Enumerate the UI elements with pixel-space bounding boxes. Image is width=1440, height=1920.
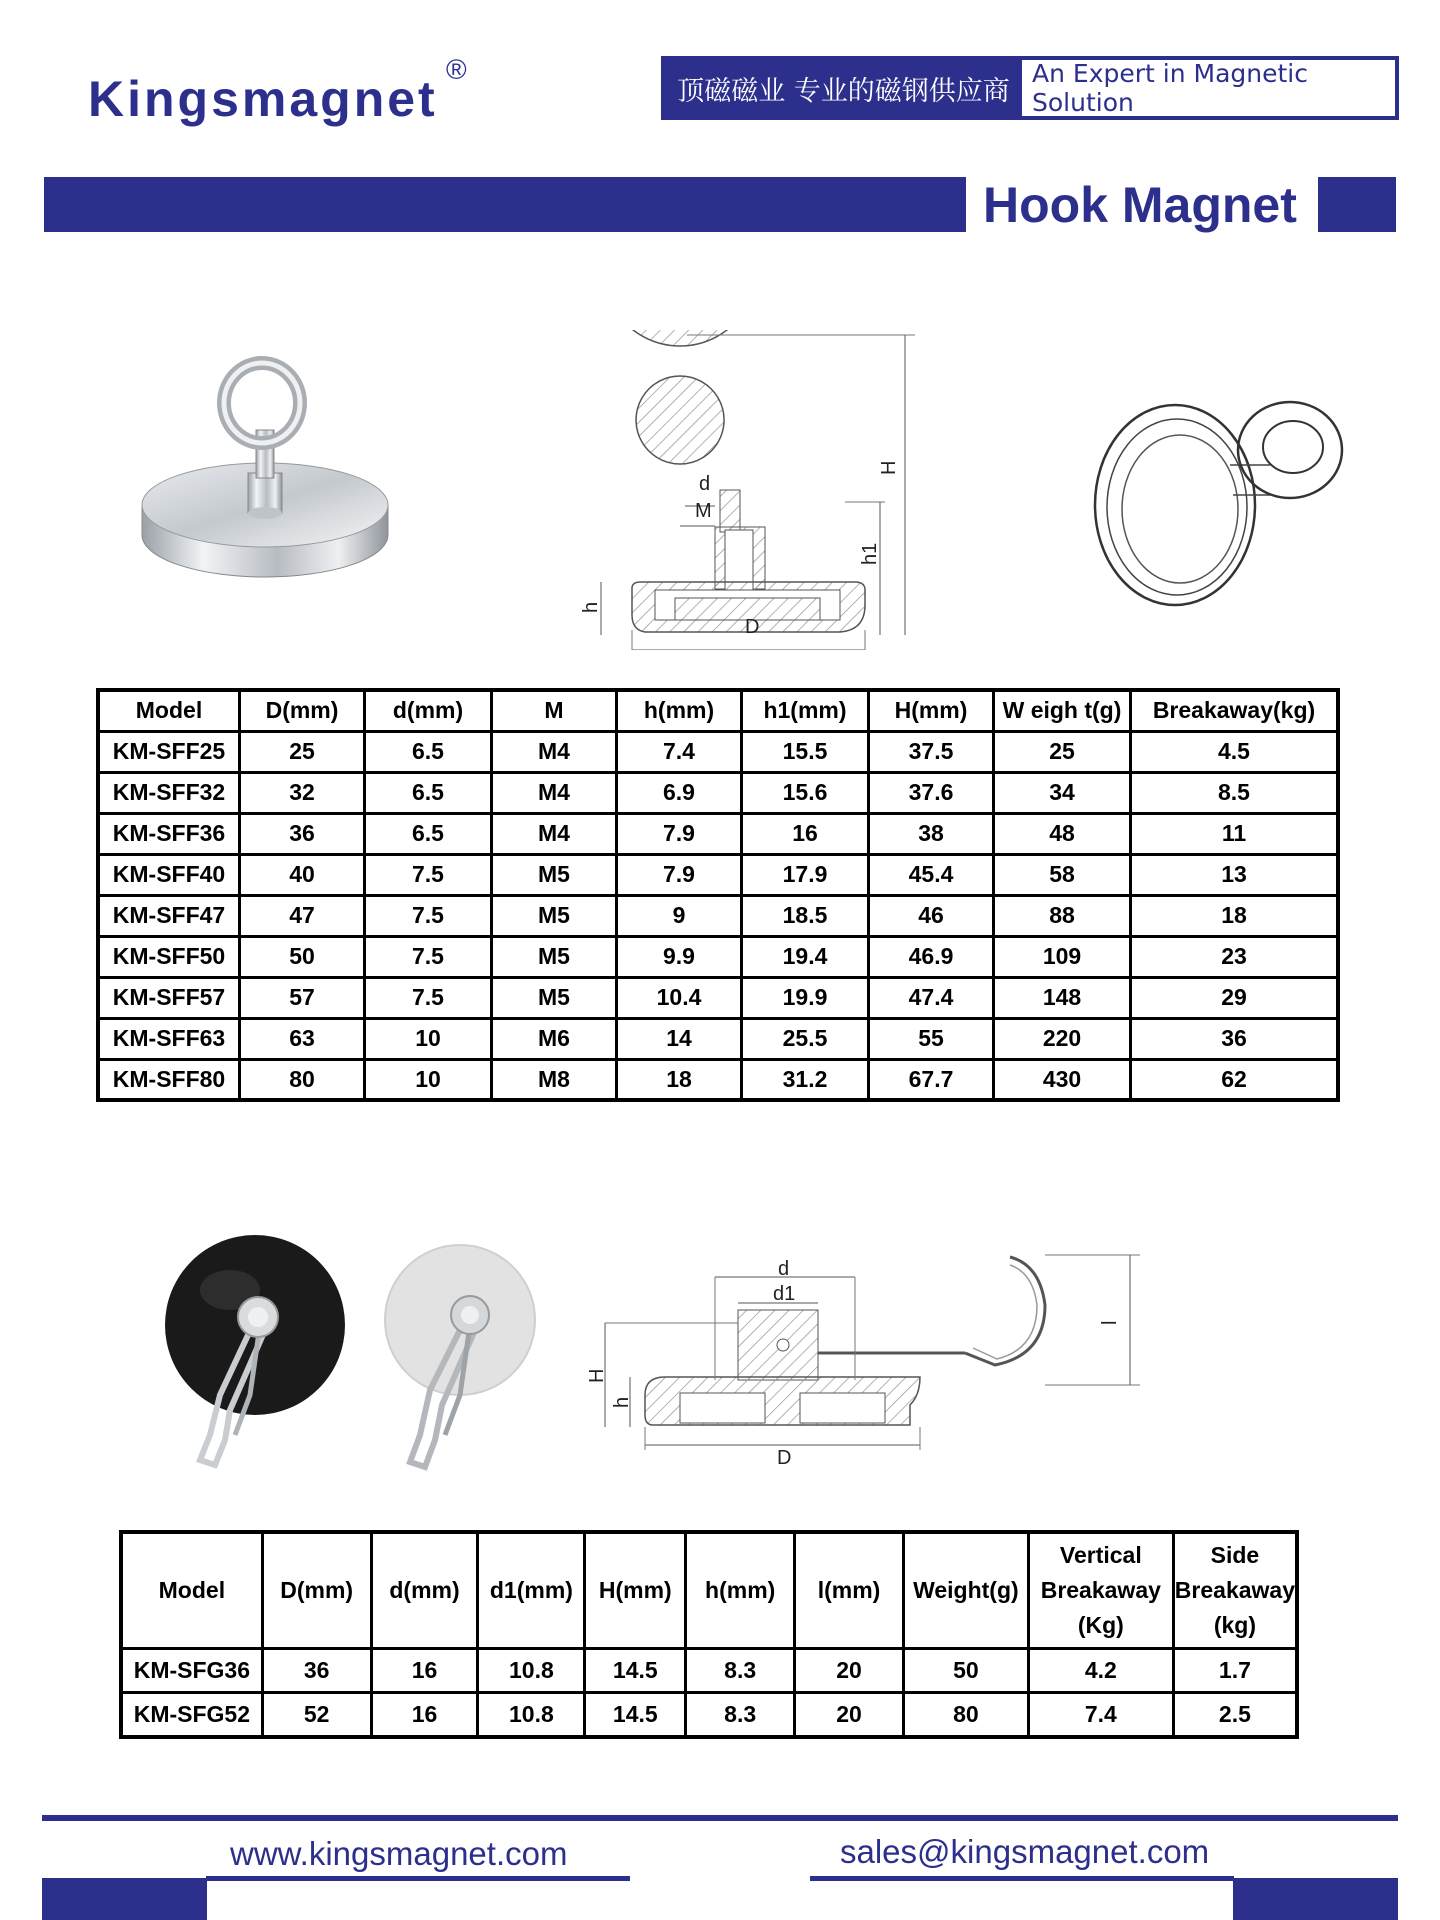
footer-block-left [42, 1878, 207, 1920]
table-cell: M6 [492, 1018, 617, 1059]
tagline-box [661, 56, 1399, 120]
table-cell: M5 [492, 895, 617, 936]
dim-label-D: D [745, 616, 760, 638]
table-cell: 6.9 [617, 772, 742, 813]
table-cell: 36 [1131, 1018, 1339, 1059]
table-cell: 23 [1131, 936, 1339, 977]
brand-logo: Kingsmagnet [88, 71, 438, 127]
table-cell: 45.4 [869, 854, 994, 895]
table-cell: 47 [240, 895, 365, 936]
table-row [98, 895, 1338, 936]
email-underline [810, 1876, 1234, 1881]
email-link[interactable]: sales@kingsmagnet.com [840, 1833, 1210, 1870]
table-cell: KM-SFF57 [98, 977, 240, 1018]
col-header-D: D(mm) [262, 1532, 371, 1649]
table-cell: 4.5 [1131, 731, 1339, 772]
table-cell: KM-SFF50 [98, 936, 240, 977]
table-cell: M8 [492, 1059, 617, 1100]
table-cell: 7.5 [365, 936, 492, 977]
col-header-H: H(mm) [869, 690, 994, 731]
table-cell: 38 [869, 813, 994, 854]
table-row [98, 772, 1338, 813]
table-row [121, 1649, 1297, 1693]
table-cell: 20 [795, 1649, 904, 1693]
table-cell: 29 [1131, 977, 1339, 1018]
table-row [98, 936, 1338, 977]
table-row [98, 813, 1338, 854]
col-header-l: l(mm) [795, 1532, 904, 1649]
white-swivel-hook-photo [370, 1240, 550, 1475]
col-header-d1: d1(mm) [478, 1532, 585, 1649]
table-cell: 4.2 [1028, 1649, 1173, 1693]
black-swivel-hook-photo [160, 1235, 355, 1475]
table-row [121, 1693, 1297, 1738]
table-cell: 67.7 [869, 1059, 994, 1100]
table-cell: 8.3 [686, 1649, 795, 1693]
website-underline [206, 1876, 630, 1881]
table-cell: 52 [262, 1693, 371, 1738]
col-header-weight: Weight(g) [903, 1532, 1028, 1649]
table-cell: 14 [617, 1018, 742, 1059]
dim-label-h: h [611, 1396, 633, 1408]
table-cell: M4 [492, 772, 617, 813]
footer-block-right [1233, 1878, 1398, 1920]
table-cell: 220 [994, 1018, 1131, 1059]
col-header-h: h(mm) [617, 690, 742, 731]
table-cell: 36 [240, 813, 365, 854]
col-header-breakaway: Breakaway(kg) [1131, 690, 1339, 731]
table-cell: KM-SFF36 [98, 813, 240, 854]
dim-label-d: d [699, 473, 711, 495]
table-cell: 18 [1131, 895, 1339, 936]
table-cell: 10.4 [617, 977, 742, 1018]
col-header-model: Model [98, 690, 240, 731]
table-cell: 16 [371, 1693, 478, 1738]
table-cell: KM-SFF25 [98, 731, 240, 772]
table-cell: 25.5 [742, 1018, 869, 1059]
table-cell: 7.9 [617, 854, 742, 895]
table-cell: 430 [994, 1059, 1131, 1100]
table-cell: M5 [492, 936, 617, 977]
table-cell: 17.9 [742, 854, 869, 895]
table-cell: 62 [1131, 1059, 1339, 1100]
table-cell: 18.5 [742, 895, 869, 936]
title-bar-right [1318, 177, 1396, 232]
dim-label-d: d [778, 1258, 790, 1280]
table-cell: 13 [1131, 854, 1339, 895]
table-cell: 7.4 [1028, 1693, 1173, 1738]
table-cell: KM-SFF80 [98, 1059, 240, 1100]
footer-rule [42, 1815, 1398, 1821]
col-header-h1: h1(mm) [742, 690, 869, 731]
dim-label-l: l [1099, 1320, 1121, 1325]
table-cell: 88 [994, 895, 1131, 936]
table-cell: 19.9 [742, 977, 869, 1018]
table-cell: 7.5 [365, 977, 492, 1018]
dim-label-h1: h1 [859, 542, 881, 565]
table-cell: 109 [994, 936, 1131, 977]
table-cell: 48 [994, 813, 1131, 854]
table-cell: M4 [492, 731, 617, 772]
table-cell: 63 [240, 1018, 365, 1059]
hook-magnet-spec-table [96, 688, 1340, 1102]
table-row [98, 854, 1338, 895]
table-cell: 46.9 [869, 936, 994, 977]
table-cell: 31.2 [742, 1059, 869, 1100]
table-row [98, 731, 1338, 772]
table-cell: 20 [795, 1693, 904, 1738]
table-cell: 36 [262, 1649, 371, 1693]
tagline-chinese: 顶磁磁业 专业的磁钢供应商 [665, 60, 1022, 116]
col-header-d: d(mm) [365, 690, 492, 731]
table-cell: 7.4 [617, 731, 742, 772]
table-cell: 57 [240, 977, 365, 1018]
table-cell: 10 [365, 1059, 492, 1100]
table-header-row [98, 690, 1338, 731]
eye-hook-outline-drawing [1085, 395, 1355, 615]
table-cell: M4 [492, 813, 617, 854]
table-cell: 16 [742, 813, 869, 854]
table-cell: 11 [1131, 813, 1339, 854]
table-cell: 19.4 [742, 936, 869, 977]
col-header-vertical-breakaway: Vertical Breakaway (Kg) [1028, 1532, 1173, 1649]
table-cell: 46 [869, 895, 994, 936]
table-cell: 50 [240, 936, 365, 977]
dim-label-d1: d1 [773, 1283, 796, 1305]
col-header-model: Model [121, 1532, 262, 1649]
table-row [98, 977, 1338, 1018]
table-cell: KM-SFF63 [98, 1018, 240, 1059]
table-cell: KM-SFG36 [121, 1649, 262, 1693]
table-cell: 58 [994, 854, 1131, 895]
table-cell: 16 [371, 1649, 478, 1693]
table-cell: KM-SFF32 [98, 772, 240, 813]
table-cell: 2.5 [1173, 1693, 1297, 1738]
table-cell: 1.7 [1173, 1649, 1297, 1693]
table-cell: KM-SFG52 [121, 1693, 262, 1738]
table-row [98, 1018, 1338, 1059]
table-cell: 6.5 [365, 813, 492, 854]
table-cell: 10.8 [478, 1649, 585, 1693]
table-cell: 15.6 [742, 772, 869, 813]
table-cell: 55 [869, 1018, 994, 1059]
table-cell: 50 [903, 1649, 1028, 1693]
col-header-H: H(mm) [585, 1532, 686, 1649]
title-bar-left [44, 177, 966, 232]
website-link[interactable]: www.kingsmagnet.com [230, 1835, 568, 1872]
table-cell: 9.9 [617, 936, 742, 977]
table-cell: 14.5 [585, 1693, 686, 1738]
table-cell: 18 [617, 1059, 742, 1100]
table-cell: 8.5 [1131, 772, 1339, 813]
table-cell: KM-SFF40 [98, 854, 240, 895]
col-header-h: h(mm) [686, 1532, 795, 1649]
swivel-hook-spec-table [119, 1530, 1299, 1739]
table-cell: 25 [240, 731, 365, 772]
table-cell: 6.5 [365, 731, 492, 772]
table-cell: KM-SFF47 [98, 895, 240, 936]
table-cell: 34 [994, 772, 1131, 813]
page-title: Hook Magnet [983, 177, 1297, 233]
table-cell: 47.4 [869, 977, 994, 1018]
table-cell: 7.5 [365, 854, 492, 895]
table-cell: 10.8 [478, 1693, 585, 1738]
col-header-M: M [492, 690, 617, 731]
eye-hook-technical-drawing [575, 330, 925, 650]
table-cell: 25 [994, 731, 1131, 772]
dim-label-H: H [878, 460, 900, 475]
table-cell: 40 [240, 854, 365, 895]
table-header-row [121, 1532, 1297, 1649]
col-header-D: D(mm) [240, 690, 365, 731]
table-cell: 80 [903, 1693, 1028, 1738]
table-cell: 7.9 [617, 813, 742, 854]
table-cell: 37.5 [869, 731, 994, 772]
table-cell: 37.6 [869, 772, 994, 813]
table-cell: 10 [365, 1018, 492, 1059]
table-row [98, 1059, 1338, 1100]
dim-label-H: H [586, 1368, 608, 1383]
registered-mark: ® [446, 54, 467, 85]
table-cell: M5 [492, 854, 617, 895]
col-header-side-breakaway: Side Breakaway (kg) [1173, 1532, 1297, 1649]
table-cell: 9 [617, 895, 742, 936]
dim-label-M: M [695, 500, 712, 522]
table-cell: 6.5 [365, 772, 492, 813]
table-cell: 32 [240, 772, 365, 813]
swivel-hook-technical-drawing [585, 1245, 1165, 1475]
dim-label-h: h [580, 601, 602, 613]
col-header-d: d(mm) [371, 1532, 478, 1649]
table-cell: 148 [994, 977, 1131, 1018]
table-cell: 80 [240, 1059, 365, 1100]
table-cell: M5 [492, 977, 617, 1018]
table-cell: 15.5 [742, 731, 869, 772]
dim-label-D: D [777, 1447, 792, 1469]
tagline-english: An Expert in Magnetic Solution [1032, 59, 1308, 117]
table-cell: 14.5 [585, 1649, 686, 1693]
col-header-weight: W eigh t(g) [994, 690, 1131, 731]
eye-hook-magnet-photo [130, 355, 400, 605]
table-cell: 7.5 [365, 895, 492, 936]
table-cell: 8.3 [686, 1693, 795, 1738]
